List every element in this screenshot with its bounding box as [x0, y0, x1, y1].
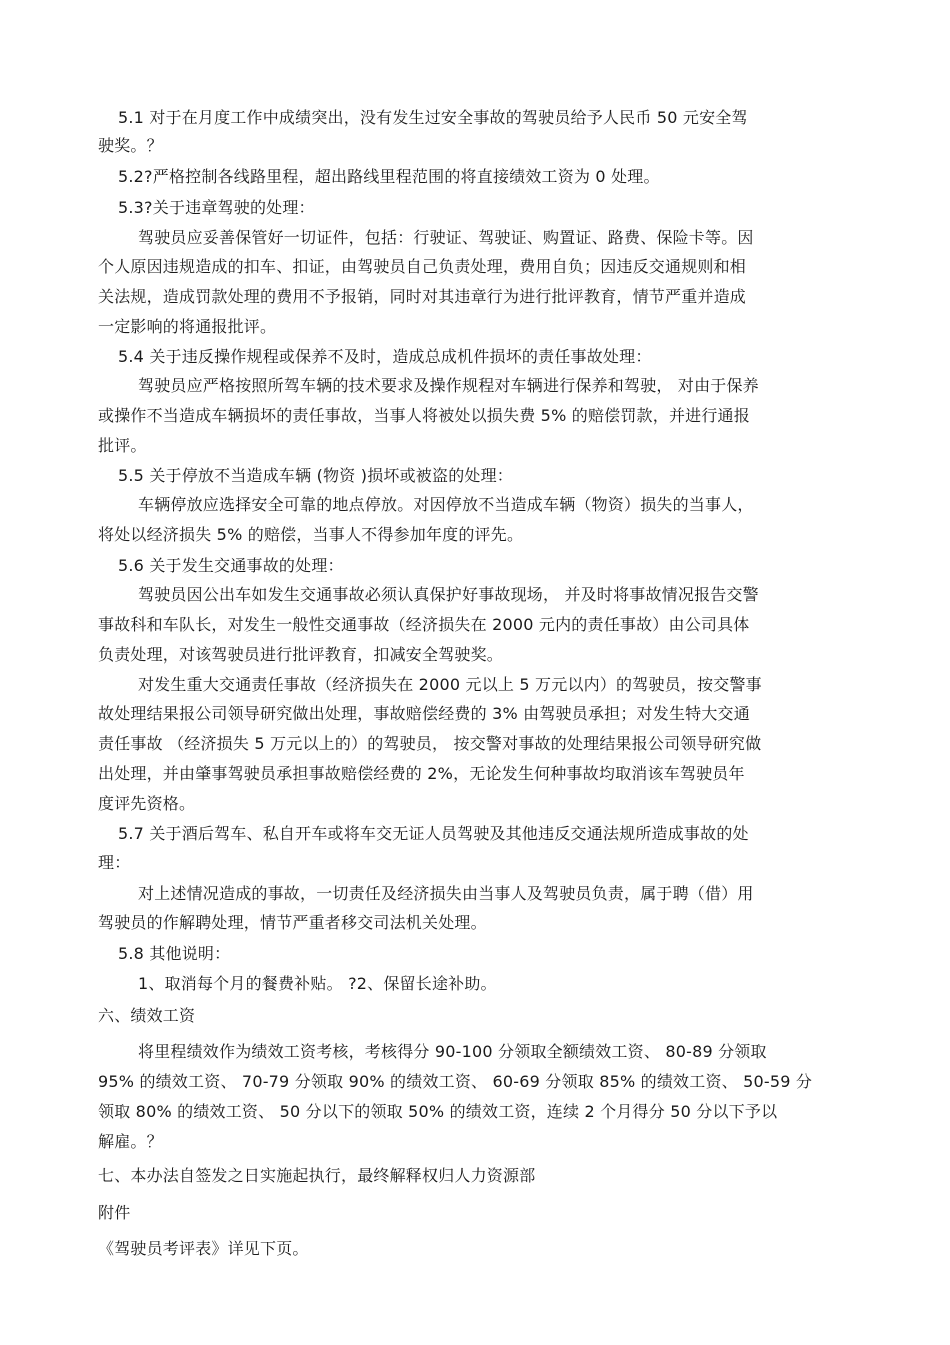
- text-line: 事故科和车队长，对发生一般性交通事故（经济损失在 2000 元内的责任事故）由公司具体: [98, 615, 750, 634]
- text-line: 将里程绩效作为绩效工资考核，考核得分 90-100 分领取全额绩效工资、 80-89 分领取: [138, 1042, 767, 1061]
- text-line: 驾驶员应妥善保管好一切证件，包括：行驶证、驾驶证、购置证、路费、保险卡等。因: [138, 228, 754, 247]
- text-line: 将处以经济损失 5% 的赔偿，当事人不得参加年度的评先。: [98, 525, 524, 544]
- text-line: 5.1 对于在月度工作中成绩突出，没有发生过安全事故的驾驶员给予人民币 50 元安全驾: [118, 108, 748, 127]
- text-line: 对上述情况造成的事故，一切责任及经济损失由当事人及驾驶员负责，属于聘（借）用: [138, 884, 754, 903]
- text-line: 批评。: [98, 436, 147, 455]
- text-line: 5.8 其他说明：: [118, 944, 231, 963]
- text-line: 驾驶员应严格按照所驾车辆的技术要求及操作规程对车辆进行保养和驾驶， 对由于保养: [138, 376, 759, 395]
- text-line: 故处理结果报公司领导研究做出处理，事故赔偿经费的 3% 由驾驶员承担；对发生特大交通: [98, 704, 750, 723]
- attachment-note: 《驾驶员考评表》详见下页。: [98, 1239, 309, 1258]
- text-line: 解雇。？: [98, 1132, 163, 1151]
- text-line: 理：: [98, 853, 131, 872]
- text-line: 一定影响的将通报批评。: [98, 317, 277, 336]
- text-line: 责任事故 （经济损失 5 万元以上的）的驾驶员， 按交警对事故的处理结果报公司领导研究做: [98, 734, 762, 753]
- attachment-heading: 附件: [98, 1203, 131, 1222]
- text-line: 5.5 关于停放不当造成车辆 (物资 )损坏或被盗的处理：: [118, 466, 513, 485]
- text-line: 驾驶员的作解聘处理，情节严重者移交司法机关处理。: [98, 913, 487, 932]
- text-line: 5.2?严格控制各线路里程，超出路线里程范围的将直接绩效工资为 0 处理。: [118, 167, 660, 186]
- text-line: 驶奖。？: [98, 136, 163, 155]
- text-line: 95% 的绩效工资、 70-79 分领取 90% 的绩效工资、 60-69 分领取 85% 的绩效工资、 50-59 分: [98, 1072, 813, 1091]
- text-line: 领取 80% 的绩效工资、 50 分以下的领取 50% 的绩效工资，连续 2 个月得分 50 分以下予以: [98, 1102, 778, 1121]
- text-line: 驾驶员因公出车如发生交通事故必须认真保护好事故现场， 并及时将事故情况报告交警: [138, 585, 759, 604]
- text-line: 5.7 关于酒后驾车、私自开车或将车交无证人员驾驶及其他违反交通法规所造成事故的处: [118, 824, 749, 843]
- text-line: 5.6 关于发生交通事故的处理：: [118, 556, 344, 575]
- text-line: 或操作不当造成车辆损坏的责任事故，当事人将被处以损失费 5% 的赔偿罚款，并进行通报: [98, 406, 750, 425]
- text-line: 负责处理，对该驾驶员进行批评教育，扣减安全驾驶奖。: [98, 645, 504, 664]
- text-line: 对发生重大交通责任事故（经济损失在 2000 元以上 5 万元以内）的驾驶员，按交警事: [138, 675, 762, 694]
- text-line: 5.3?关于违章驾驶的处理：: [118, 198, 315, 217]
- section-heading: 六、绩效工资: [98, 1006, 196, 1025]
- text-line: 1、取消每个月的餐费补贴。 ?2、保留长途补助。: [138, 974, 497, 993]
- text-line: 5.4 关于违反操作规程或保养不及时，造成总成机件损坏的责任事故处理：: [118, 347, 652, 366]
- text-line: 关法规，造成罚款处理的费用不予报销，同时对其违章行为进行批评教育，情节严重并造成: [98, 287, 747, 306]
- text-line: 出处理，并由肇事驾驶员承担事故赔偿经费的 2%，无论发生何种事故均取消该车驾驶员年: [98, 764, 745, 783]
- text-line: 个人原因违规造成的扣车、扣证，由驾驶员自己负责处理，费用自负；因违反交通规则和相: [98, 257, 747, 276]
- section-heading: 七、本办法自签发之日实施起执行，最终解释权归人力资源部: [98, 1166, 536, 1185]
- text-line: 车辆停放应选择安全可靠的地点停放。对因停放不当造成车辆（物资）损失的当事人，: [138, 495, 754, 514]
- text-line: 度评先资格。: [98, 794, 196, 813]
